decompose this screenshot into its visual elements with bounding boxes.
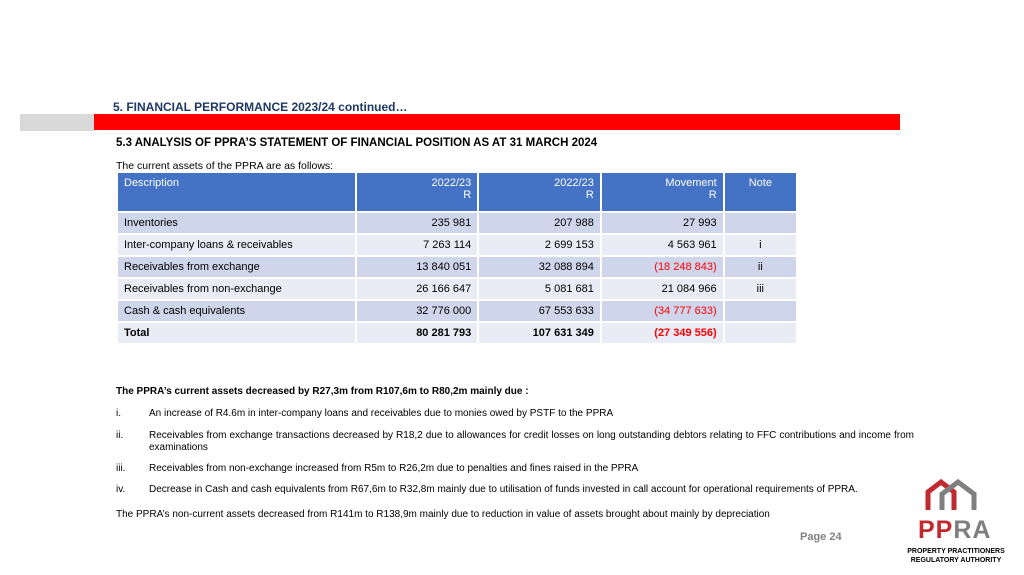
logo-wordmark-pp: PP bbox=[918, 516, 954, 544]
column-header-year-2 bbox=[479, 173, 600, 211]
cell-description: Total bbox=[118, 323, 355, 343]
cell-description: Receivables from non-exchange bbox=[118, 279, 355, 299]
list-item-text: An increase of R4.6m in inter-company loans and receivables due to monies owed by PSTF to the PPRA bbox=[149, 408, 614, 419]
logo-tagline-1: PROPERTY PRACTITIONERS bbox=[907, 548, 1005, 555]
column-header-label: 2022/23 bbox=[554, 177, 594, 189]
cell-value: 32 088 894 bbox=[479, 257, 600, 277]
column-header-unit: R bbox=[585, 189, 594, 201]
cell-movement: 21 084 966 bbox=[602, 279, 723, 299]
table-total-row bbox=[118, 323, 796, 343]
cell-note: i bbox=[725, 235, 796, 255]
cell-note bbox=[725, 323, 796, 343]
column-header-movement bbox=[602, 173, 723, 211]
cell-value: 80 281 793 bbox=[357, 323, 478, 343]
cell-description: Inventories bbox=[118, 213, 355, 233]
cell-note bbox=[725, 213, 796, 233]
subsection-title: 5.3 ANALYSIS OF PPRA’S STATEMENT OF FINANCIAL POSITION AS AT 31 MARCH 2024 bbox=[116, 137, 598, 149]
ppra-logo bbox=[896, 478, 1016, 570]
cell-movement: 4 563 961 bbox=[602, 235, 723, 255]
intro-text: The current assets of the PPRA are as follows: bbox=[116, 160, 334, 172]
table-header-row bbox=[118, 173, 796, 211]
cell-value: 32 776 000 bbox=[357, 301, 478, 321]
list-marker: iii. bbox=[116, 463, 126, 474]
current-assets-table bbox=[116, 171, 798, 345]
list-marker: ii. bbox=[116, 430, 124, 441]
table-row bbox=[118, 235, 796, 255]
cell-value: 207 988 bbox=[479, 213, 600, 233]
cell-value: 7 263 114 bbox=[357, 235, 478, 255]
column-header-label: Note bbox=[748, 177, 772, 189]
analysis-summary: The PPRA’s current assets decreased by R27,3m from R107,6m to R80,2m mainly due : bbox=[116, 386, 529, 397]
cell-value: 235 981 bbox=[357, 213, 478, 233]
section-title: 5. FINANCIAL PERFORMANCE 2023/24 continued… bbox=[113, 100, 408, 114]
column-header-year-1 bbox=[357, 173, 478, 211]
list-item-text: Receivables from exchange transactions decreased by R18,2 due to allowances for credit losses on long outstanding debtors relating to FFC contributions and income from examinations bbox=[149, 430, 914, 453]
column-header-unit: R bbox=[463, 189, 472, 201]
cell-value: 107 631 349 bbox=[479, 323, 600, 343]
gray-accent-bar bbox=[20, 114, 94, 131]
column-header-label: 2022/23 bbox=[431, 177, 472, 189]
house-icon bbox=[896, 478, 1016, 518]
list-item-text: Decrease in Cash and cash equivalents from R67,6m to R32,8m mainly due to utilisation of funds invested in call account for operational requirements of PPRA. bbox=[149, 484, 858, 495]
column-header-note bbox=[725, 173, 796, 211]
cell-description: Cash & cash equivalents bbox=[118, 301, 355, 321]
cell-value: 67 553 633 bbox=[479, 301, 600, 321]
cell-value: 26 166 647 bbox=[357, 279, 478, 299]
cell-movement: (27 349 556) bbox=[602, 323, 723, 343]
logo-wordmark-ra: RA bbox=[953, 516, 992, 544]
column-header-unit: R bbox=[708, 189, 717, 201]
column-header-description bbox=[118, 173, 355, 211]
cell-description: Receivables from exchange bbox=[118, 257, 355, 277]
footer-note: The PPRA’s non-current assets decreased from R141m to R138,9m mainly due to reduction in value of assets brought about mainly by depreciation bbox=[116, 509, 770, 520]
list-marker: i. bbox=[116, 408, 121, 419]
list-marker: iv. bbox=[116, 484, 126, 495]
cell-description: Inter-company loans & receivables bbox=[118, 235, 355, 255]
column-header-label: Description bbox=[124, 177, 180, 189]
cell-movement: (34 777 633) bbox=[602, 301, 723, 321]
logo-wordmark bbox=[918, 516, 991, 545]
cell-value: 13 840 051 bbox=[357, 257, 478, 277]
column-header-label: Movement bbox=[665, 177, 717, 189]
logo-tagline-2: REGULATORY AUTHORITY bbox=[910, 557, 1002, 564]
table-row bbox=[118, 301, 796, 321]
cell-note: iii bbox=[725, 279, 796, 299]
table-row bbox=[118, 257, 796, 277]
cell-value: 2 699 153 bbox=[479, 235, 600, 255]
page-number: Page 24 bbox=[800, 531, 842, 543]
cell-note: ii bbox=[725, 257, 796, 277]
cell-note bbox=[725, 301, 796, 321]
cell-movement: (18 248 843) bbox=[602, 257, 723, 277]
cell-movement: 27 993 bbox=[602, 213, 723, 233]
red-accent-bar bbox=[94, 114, 900, 130]
list-item-text: Receivables from non-exchange increased from R5m to R26,2m due to penalties and fines raised in the PPRA bbox=[149, 463, 639, 474]
cell-value: 5 081 681 bbox=[479, 279, 600, 299]
table-row bbox=[118, 213, 796, 233]
table-row bbox=[118, 279, 796, 299]
